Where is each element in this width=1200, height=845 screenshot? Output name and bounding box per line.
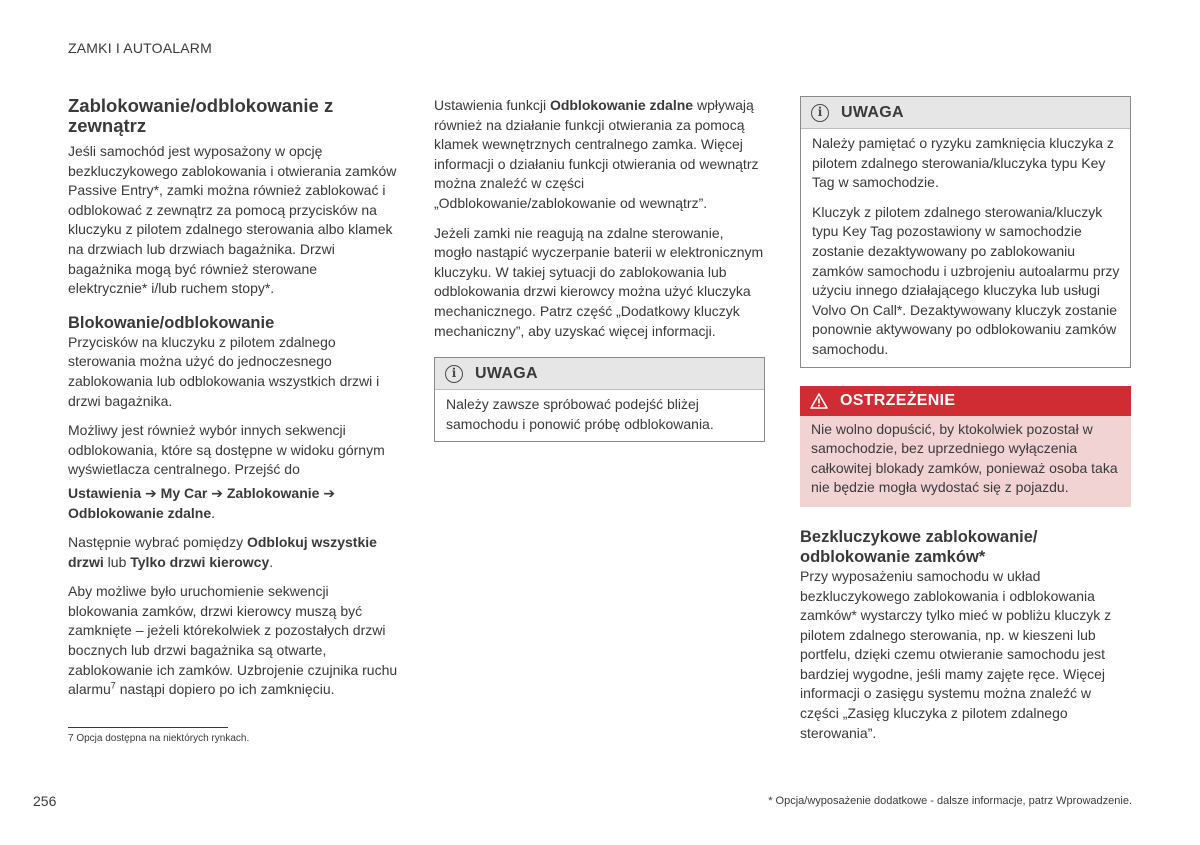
note-header [435,358,764,390]
warning-body [800,416,1131,507]
paragraph [68,421,400,480]
arrow-right-icon: ➔ [211,484,223,501]
paragraph [434,96,765,214]
menu-path-item: Zablokowanie [226,484,320,501]
running-header: ZAMKI I AUTOALARM [68,40,212,56]
paragraph: Przy wyposażeniu samochodu w układ bezkluczykowego zablokowania i odblokowania zamków* wystarczy tylko mieć w pobliżu kluczyk z pilotem zdalnego sterowania, np. w kieszeni lub portfelu, dzięki czemu otwieranie samochodu jest bardziej wygodne, jeśli mamy zajęte ręce. Więcej informacji o zasięgu systemu można znaleźć w części „Zasięg kluczyka z pilotem zdalnego sterowania”. [800,567,1112,741]
note-text: Kluczyk z pilotem zdalnego sterowania/kluczyk typu Key Tag pozostawiony w samochodzie zostanie dezaktywowany po zablokowaniu zamków samochodu i uzbrojeniu autoalarmu przy użyciu innego działającego kluczyka lub usługi Volvo On Call*. Dezaktywowany kluczyk zostanie ponownie aktywowany po odblokowaniu zamków samochodu. [812,203,1120,357]
setting-name: Odblokowanie zdalne [549,97,694,113]
subsection-title: Blokowanie/odblokowanie [68,313,275,332]
paragraph-text: nastąpi dopiero po ich zamknięciu. [115,681,335,698]
warning-box [800,386,1131,507]
footnote-ref: 7 [110,680,116,691]
punctuation: . [269,553,274,570]
paragraph: Jeżeli zamki nie reagują na zdalne sterowanie, mogło nastąpić wyczerpanie baterii w elektronicznym kluczyku. W takiej sytuacji do zablokowania lub odblokowania drzwi kierowcy można użyć kluczyka mechanicznego. Patrz część „Dodatkowy kluczyk mechaniczny”, aby uzyskać więcej informacji. [434,224,764,339]
paragraph-text: Aby możliwe było uruchomienie sekwencji blokowania zamków, drzwi kierowcy muszą być zamknięte – jeżeli którekolwiek z pozostałych drzwi bocznych lub drzwi bagażnika są otwarte, zablokowanie ich zamków. Uzbrojenie czujnika ruchu alarmu [68,583,398,698]
info-circle-icon: i [811,104,829,122]
footer-note: * Opcja/wyposażenie dodatkowe - dalsze informacje, patrz Wprowadzenie. [768,795,1132,807]
column-2 [434,96,765,442]
warning-title: OSTRZEŻENIE [840,391,956,409]
note-text: Należy pamiętać o ryzyku zamknięcia kluczyka z pilotem zdalnego sterowania/kluczyka typu Key Tag w samochodzie. [812,135,1114,191]
warning-header [800,386,1131,416]
paragraph-text: Następnie wybrać pomiędzy [68,534,247,551]
note-box [800,96,1131,368]
option-label: Odblokuj wszystkie drzwi [68,534,377,570]
note-body [801,129,1130,367]
note-box [434,357,765,442]
menu-path-item: Odblokowanie zdalne [68,504,212,521]
paragraph: Przycisków na kluczyku z pilotem zdalnego sterowania można użyć do jednoczesnego zablokowania lub odblokowania wszystkich drzwi i drzwi bagażnika. [68,333,380,409]
note-title: UWAGA [475,364,538,382]
menu-path [68,484,400,523]
arrow-right-icon: ➔ [323,484,336,501]
note-body [435,390,764,441]
note-title: UWAGA [841,103,904,121]
paragraph-text: Możliwy jest również wybór innych sekwencji odblokowania, które są dostępne w widoku górnym wyświetlacza centralnego. Przejść do [68,422,385,478]
menu-path-item: Ustawienia [68,484,142,501]
paragraph [68,533,400,572]
subsection-title: Bezkluczykowe zablokowanie/ odblokowanie zamków* [800,527,1038,566]
page-number: 256 [33,793,57,809]
note-header [801,97,1130,129]
paragraph [68,582,400,700]
section-title: Zablokowanie/odblokowanie z zewnątrz [68,95,334,136]
info-circle-icon: i [445,365,463,383]
option-label: Tylko drzwi kierowcy [130,553,270,570]
intro-paragraph: Jeśli samochód jest wyposażony w opcję bezkluczykowego zablokowania i otwierania zamków Passive Entry*, zamki można również zablokować i odblokować z zewnątrz za pomocą przycisków na kluczyku z pilotem zdalnego sterowania albo klamek na drzwiach lub drzwiach bagażnika. Drzwi bagażnika mogą być również sterowane elektrycznie* i/lub ruchem stopy*. [68,143,397,297]
paragraph-text: wpływają również na działanie funkcji otwierania za pomocą klamek wewnętrznych centralnego zamka. Więcej informacji o działaniu funkcji otwierania od wewnątrz można znaleźć w części „Odblokowanie/zablokowanie od wewnątrz”. [434,97,759,211]
arrow-right-icon: ➔ [145,484,157,501]
warning-triangle-icon [810,393,828,409]
paragraph-text: lub [103,553,131,570]
footnote-divider [68,727,228,728]
menu-path-item: My Car [160,484,208,501]
column-1 [68,96,400,710]
punctuation: . [211,504,216,521]
warning-text: Nie wolno dopuścić, by ktokolwiek pozostał w samochodzie, bez uprzedniego wyłączenia całkowitej blokady zamków, ponieważ osoba taka nie będzie mogła wydostać się z pojazdu. [811,420,1118,496]
paragraph-text: Ustawienia funkcji [434,97,550,113]
footnote: 7 Opcja dostępna na niektórych rynkach. [68,733,250,744]
column-3 [800,96,1131,753]
note-text: Należy zawsze spróbować podejść bliżej samochodu i ponowić próbę odblokowania. [446,396,714,432]
